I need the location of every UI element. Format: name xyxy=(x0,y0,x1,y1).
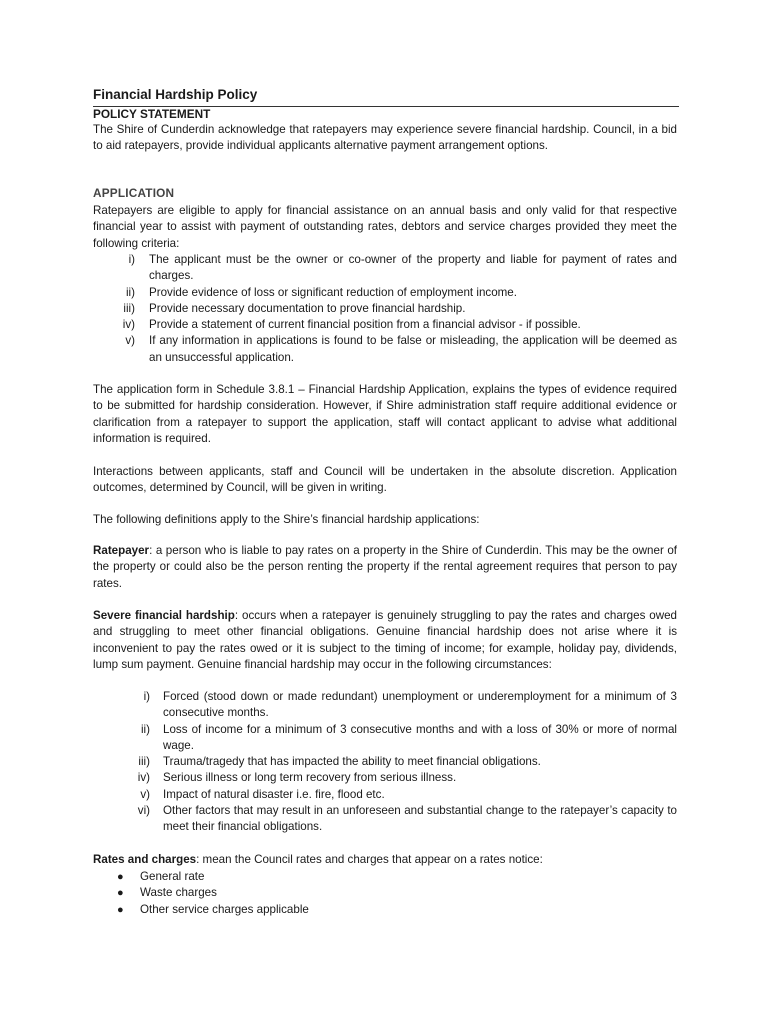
list-number: iii) xyxy=(123,301,135,315)
application-form-paragraph: The application form in Schedule 3.8.1 – Financial Hardship Application, explains the types of evidence required to be submitted for hardship consideration. However, if Shire administration staff require additional evidence or clarification from a ratepayer to support the application, staff will contact applicant to advise what additional information is required. xyxy=(93,383,677,445)
list-item xyxy=(93,902,677,918)
bullet-icon: ● xyxy=(117,887,124,900)
list-text: Provide a statement of current financial position from a financial advisor - if possible. xyxy=(149,318,581,332)
list-text: Serious illness or long term recovery from serious illness. xyxy=(163,771,457,785)
list-text: General rate xyxy=(140,870,205,883)
policy-statement-text: The Shire of Cunderdin acknowledge that ratepayers may experience severe financial hardship. Council, in a bid to aid ratepayers, provide individual applicants alternative payment arrangement options. xyxy=(93,123,677,153)
list-text: Impact of natural disaster i.e. fire, flood etc. xyxy=(163,787,385,801)
list-item xyxy=(93,869,677,885)
application-heading: APPLICATION xyxy=(93,186,175,200)
list-item xyxy=(93,285,677,301)
document-title: Financial Hardship Policy xyxy=(93,87,258,102)
definitions-intro: The following definitions apply to the Shire’s financial hardship applications: xyxy=(93,513,480,526)
rates-list xyxy=(93,869,677,918)
hardship-definition xyxy=(93,608,677,673)
hardship-text: : occurs when a ratepayer is genuinely struggling to pay the rates and charges owed and struggling to meet other financial obligations. Genuine financial hardship does not arise where it is inconvenient to pay the rates owed or it is subject to the timing of income; for example, holiday pay, dividends, lump sum payment. Genuine financial hardship may occur in the following circumstances: xyxy=(93,609,677,671)
list-item xyxy=(93,333,677,366)
rates-definition xyxy=(93,852,677,868)
list-number: i) xyxy=(143,690,150,703)
list-item xyxy=(93,803,677,836)
rates-term: Rates and charges xyxy=(93,853,197,866)
circumstances-list xyxy=(93,689,677,836)
list-item xyxy=(93,885,677,901)
ratepayer-term: Ratepayer xyxy=(93,544,150,557)
list-number: v) xyxy=(125,334,135,348)
list-number: ii) xyxy=(125,285,135,299)
interactions-paragraph: Interactions between applicants, staff and Council will be undertaken in the absolute discretion. Application outcomes, determined by Council, will be given in writing. xyxy=(93,465,677,495)
list-item xyxy=(93,787,677,803)
list-number: v) xyxy=(140,787,150,801)
list-number: ii) xyxy=(140,722,150,736)
ratepayer-text: : a person who is liable to pay rates on a property in the Shire of Cunderdin. This may be the owner of the property or could also be the person renting the property if the rental agreement requires that person to pay rates. xyxy=(93,544,677,590)
list-text: Provide evidence of loss or significant reduction of employment income. xyxy=(149,285,517,299)
ratepayer-definition xyxy=(93,543,677,592)
list-text: Other factors that may result in an unforeseen and substantial change to the ratepayer’s capacity to meet their financial obligations. xyxy=(163,804,677,834)
bullet-icon: ● xyxy=(117,871,124,883)
list-item xyxy=(93,770,677,786)
list-number: vi) xyxy=(137,804,150,818)
list-text: Trauma/tragedy that has impacted the ability to meet financial obligations. xyxy=(163,755,541,769)
list-item xyxy=(93,722,677,755)
list-number: iii) xyxy=(138,755,150,769)
list-text: If any information in applications is found to be false or misleading, the application will be deemed as an unsuccessful application. xyxy=(149,334,677,364)
hardship-term: Severe financial hardship xyxy=(93,609,235,622)
application-intro: Ratepayers are eligible to apply for financial assistance on an annual basis and only valid for that respective financial year to assist with payment of outstanding rates, debtors and service charges provided they meet the following criteria: xyxy=(93,204,677,250)
criteria-list xyxy=(93,252,677,366)
bullet-icon: ● xyxy=(117,903,124,916)
list-text: The applicant must be the owner or co-owner of the property and liable for payment of rates and charges. xyxy=(149,253,677,283)
list-number: iv) xyxy=(122,318,135,332)
list-item xyxy=(93,252,677,285)
rates-text: : mean the Council rates and charges that appear on a rates notice: xyxy=(196,853,543,866)
policy-statement-heading: POLICY STATEMENT xyxy=(93,107,211,121)
list-text: Other service charges applicable xyxy=(140,902,309,916)
list-text: Waste charges xyxy=(140,886,217,900)
list-number: i) xyxy=(128,253,135,266)
list-item xyxy=(93,317,677,333)
list-number: iv) xyxy=(137,771,150,785)
list-text: Provide necessary documentation to prove financial hardship. xyxy=(149,301,466,315)
list-item xyxy=(93,301,677,317)
list-item xyxy=(93,689,677,722)
list-text: Loss of income for a minimum of 3 consecutive months and with a loss of 30% or more of normal wage. xyxy=(163,722,677,752)
list-item xyxy=(93,754,677,770)
list-text: Forced (stood down or made redundant) unemployment or underemployment for a minimum of 3 consecutive months. xyxy=(163,690,677,720)
